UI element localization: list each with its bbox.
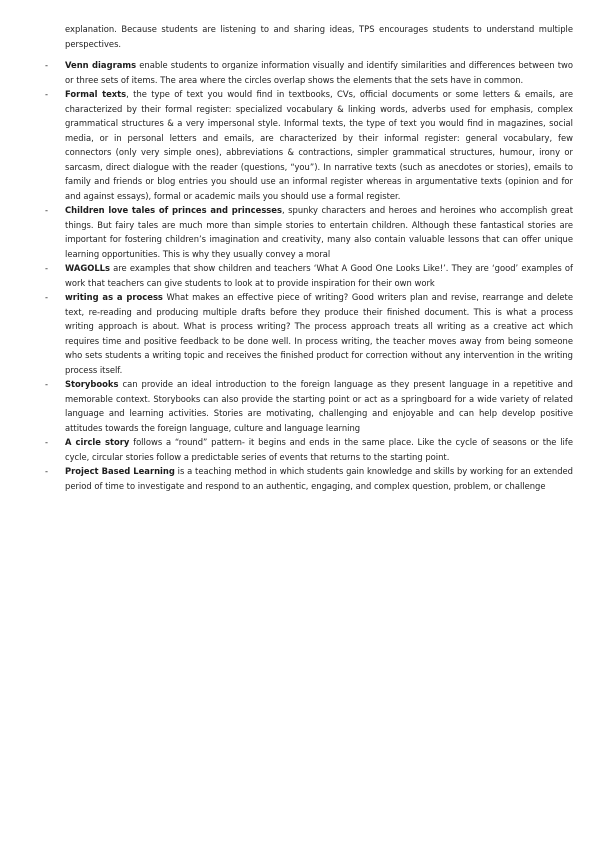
bullet-dash: -	[45, 205, 49, 215]
bullet-dash: -	[45, 263, 49, 273]
term-writing-process: writing as a process	[65, 292, 163, 302]
list-item	[0, 290, 573, 377]
glossary-list	[0, 58, 600, 493]
term-venn-diagrams: Venn diagrams	[65, 60, 137, 70]
definition-text: is a teaching method in which students gain knowledge and skills by working for an extended period of time to investigate and respond to an authentic, engaging, and complex question, problem, or challenge	[65, 466, 574, 491]
definition-text: are examples that show children and teachers ‘What A Good One Looks Like!’. They are ‘good’ examples of work that teachers can give students to look at to provide inspiration for their own work	[65, 263, 573, 288]
definition-text: can provide an ideal introduction to the foreign language as they present language in a repetitive and memorable context. Storybooks can also provide the starting point or act as a springboard for a wide variety of related language and learning activities. Stories are motivating, challenging and enjoyable and can help develop positive attitudes towards the foreign language, culture and language learning	[65, 379, 573, 433]
bullet-dash: -	[45, 437, 49, 447]
bullet-dash: -	[45, 466, 49, 476]
list-item	[0, 464, 573, 493]
list-item	[0, 377, 573, 435]
definition-text: follows a “round” pattern- it begins and ends in the same place. Like the cycle of seasons or the life cycle, circular stories follow a predictable series of events that returns to the starting point.	[65, 437, 573, 462]
list-item	[0, 58, 573, 87]
list-item	[0, 203, 573, 261]
definition-text: enable students to organize information visually and identify similarities and differences between two or three sets of items. The area where the circles overlap shows the elements that the sets have in common.	[65, 60, 573, 85]
bullet-dash: -	[45, 292, 49, 302]
term-fairy-tales: Children love tales of princes and princesses	[65, 205, 282, 215]
definition-text: What makes an effective piece of writing? Good writers plan and revise, rearrange and delete text, re-reading and producing multiple drafts before they produce their finished document. This is what a process writing approach is about. What is process writing? The process approach treats all writing as a creative act which requires time and positive feedback to be done well. In process writing, the teacher moves away from being someone who sets students a writing topic and receives the finished product for correction without any intervention in the writing process itself.	[65, 292, 573, 375]
definition-text: , the type of text you would find in textbooks, CVs, official documents or some letters & emails, are characterized by their formal register: specialized vocabulary & linking words, adverbs used for emphasis, complex grammatical structures & a very impersonal style. Informal texts, the type of text you would find in magazines, social media, or in personal letters and emails, are characterized by their informal register: general vocabulary, few connectors (only very simple ones), abbreviations & contractions, simpler grammatical structures, humour, irony or sarcasm, direct dialogue with the reader (questions, “you”). In narrative texts (such as anecdotes or stories), emails to family and friends or blog entries you should use an informal register whereas in argumentative texts (opinion and for and against essays), formal or academic mails you should use a formal register.	[65, 89, 573, 201]
list-item	[0, 261, 573, 290]
intro-paragraph: explanation. Because students are listening to and sharing ideas, TPS encourages students to understand multiple perspectives.	[65, 24, 573, 49]
bullet-dash: -	[45, 379, 49, 389]
term-formal-texts: Formal texts	[65, 89, 127, 99]
term-circle-story: A circle story	[65, 437, 130, 447]
term-storybooks: Storybooks	[65, 379, 119, 389]
list-item	[0, 87, 573, 203]
term-wagolls: WAGOLLs	[65, 263, 110, 273]
bullet-dash: -	[45, 60, 49, 70]
definition-text: , spunky characters and heroes and heroines who accomplish great things. But fairy tales are much more than simple stories to entertain children. Although these fantastical stories are important for fostering children’s imagination and creativity, many also contain valuable lessons that can offer unique learning opportunities. This is why they usually convey a moral	[65, 205, 574, 259]
list-item	[0, 435, 573, 464]
bullet-dash: -	[45, 89, 49, 99]
term-project-based-learning: Project Based Learning	[65, 466, 175, 476]
